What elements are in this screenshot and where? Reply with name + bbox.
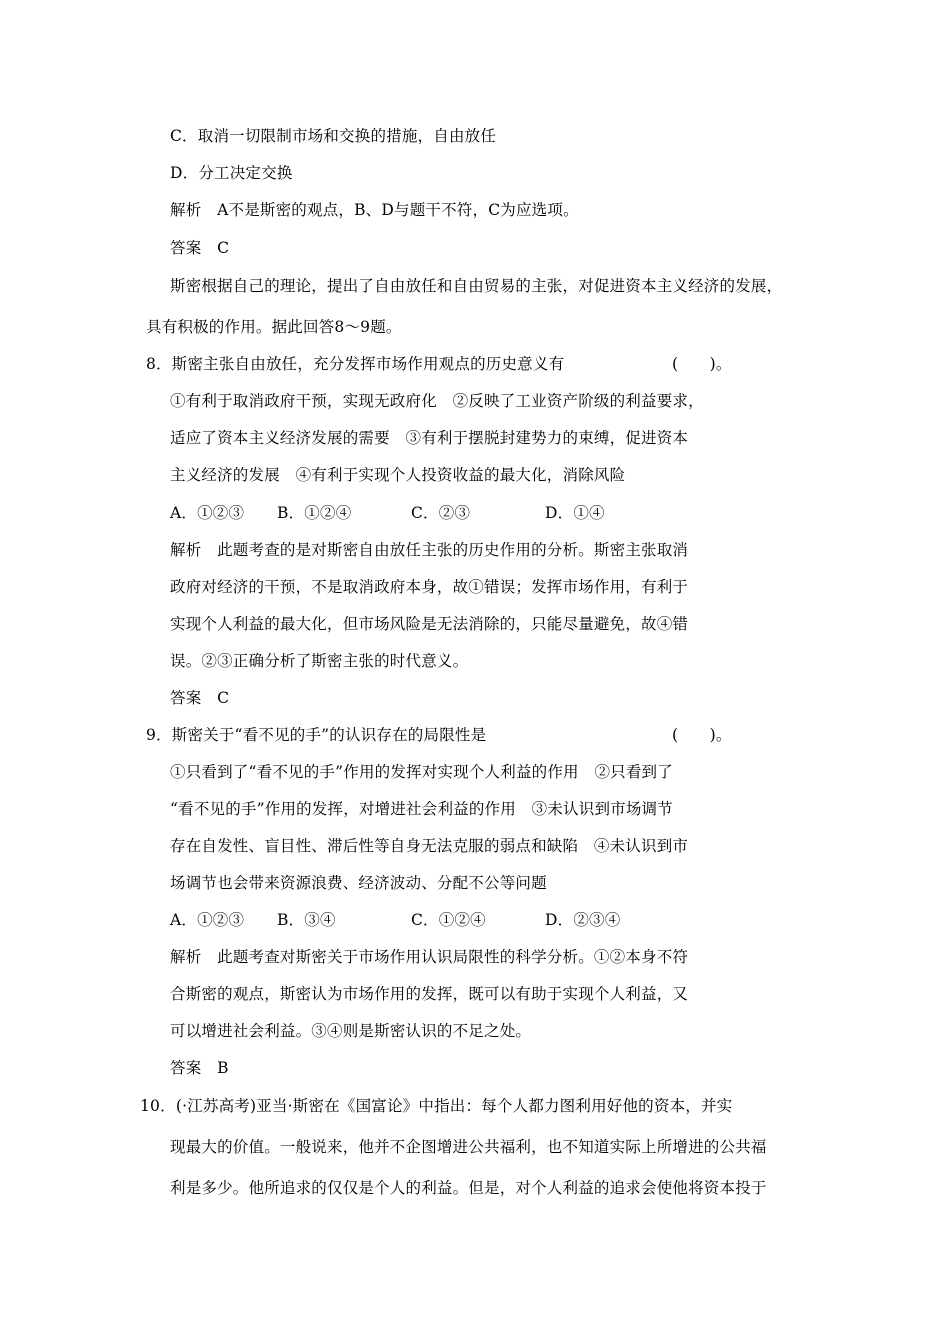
q8-item-line: 适应了资本主义经济发展的需要 ③有利于摆脱封建势力的束缚，促进资本 — [170, 429, 689, 447]
q9-option-c: C．①②④ — [411, 911, 486, 929]
q8-option-b: B．①②④ — [277, 504, 352, 522]
q8-option-a: A．①②③ — [170, 504, 245, 522]
q9-item-line: “看不见的手”作用的发挥，对增进社会利益的作用 ③未认识到市场调节 — [170, 800, 673, 818]
q8-item-line: ①有利于取消政府干预，实现无政府化 ②反映了工业资产阶级的利益要求， — [170, 392, 704, 410]
q9-analysis-line: 合斯密的观点，斯密认为市场作用的发挥，既可以有助于实现个人利益，又 — [170, 985, 689, 1003]
q8-analysis-line: 解析 此题考查的是对斯密自由放任主张的历史作用的分析。斯密主张取消 — [170, 541, 689, 559]
prev-analysis: 解析 A不是斯密的观点，B、D与题干不符，C为应选项。 — [170, 201, 579, 219]
q9-stem: 9．斯密关于“看不见的手”的认识存在的局限性是 — [146, 726, 487, 744]
q10-line: 利是多少。他所追求的仅仅是个人的利益。但是，对个人利益的追求会使他将资本投于 — [170, 1179, 767, 1197]
prev-option-c: C．取消一切限制市场和交换的措施，自由放任 — [170, 127, 497, 145]
q8-analysis-line: 实现个人利益的最大化，但市场风险是无法消除的，只能尽量避免，故④错 — [170, 615, 689, 633]
prev-answer: 答案 C — [170, 239, 230, 257]
q8-answer: 答案 C — [170, 689, 230, 707]
q10-line: 现最大的价值。一般说来，他并不企图增进公共福利，也不知道实际上所增进的公共福 — [170, 1138, 767, 1156]
q8-item-line: 主义经济的发展 ④有利于实现个人投资收益的最大化，消除风险 — [170, 466, 626, 484]
prev-option-d: D．分工决定交换 — [170, 164, 293, 182]
passage-line-1: 斯密根据自己的理论，提出了自由放任和自由贸易的主张，对促进资本主义经济的发展， — [170, 277, 783, 295]
q9-analysis-line: 可以增进社会利益。③④则是斯密认识的不足之处。 — [170, 1022, 532, 1040]
q8-paren: ( )。 — [672, 355, 732, 373]
q8-analysis-line: 政府对经济的干预，不是取消政府本身，故①错误；发挥市场作用，有利于 — [170, 578, 689, 596]
q9-item-line: 存在自发性、盲目性、滞后性等自身无法克服的弱点和缺陷 ④未认识到市 — [170, 837, 689, 855]
q9-option-b: B．③④ — [277, 911, 336, 929]
q9-item-line: ①只看到了“看不见的手”作用的发挥对实现个人利益的作用 ②只看到了 — [170, 763, 673, 781]
q8-option-d: D．①④ — [545, 504, 605, 522]
q9-answer: 答案 B — [170, 1059, 229, 1077]
q9-item-line: 场调节也会带来资源浪费、经济波动、分配不公等问题 — [170, 874, 547, 892]
passage-line-2: 具有积极的作用。据此回答8～9题。 — [146, 318, 402, 336]
q10-line: 10．(·江苏高考)亚当·斯密在《国富论》中指出：每个人都力图利用好他的资本，并实 — [140, 1097, 733, 1115]
q9-option-d: D．②③④ — [545, 911, 621, 929]
q8-stem: 8．斯密主张自由放任，充分发挥市场作用观点的历史意义有 — [146, 355, 565, 373]
q8-option-c: C．②③ — [411, 504, 471, 522]
q9-option-a: A．①②③ — [170, 911, 245, 929]
q9-analysis-line: 解析 此题考查对斯密关于市场作用认识局限性的科学分析。①②本身不符 — [170, 948, 689, 966]
q9-paren: ( )。 — [672, 726, 732, 744]
q8-analysis-line: 误。②③正确分析了斯密主张的时代意义。 — [170, 652, 469, 670]
